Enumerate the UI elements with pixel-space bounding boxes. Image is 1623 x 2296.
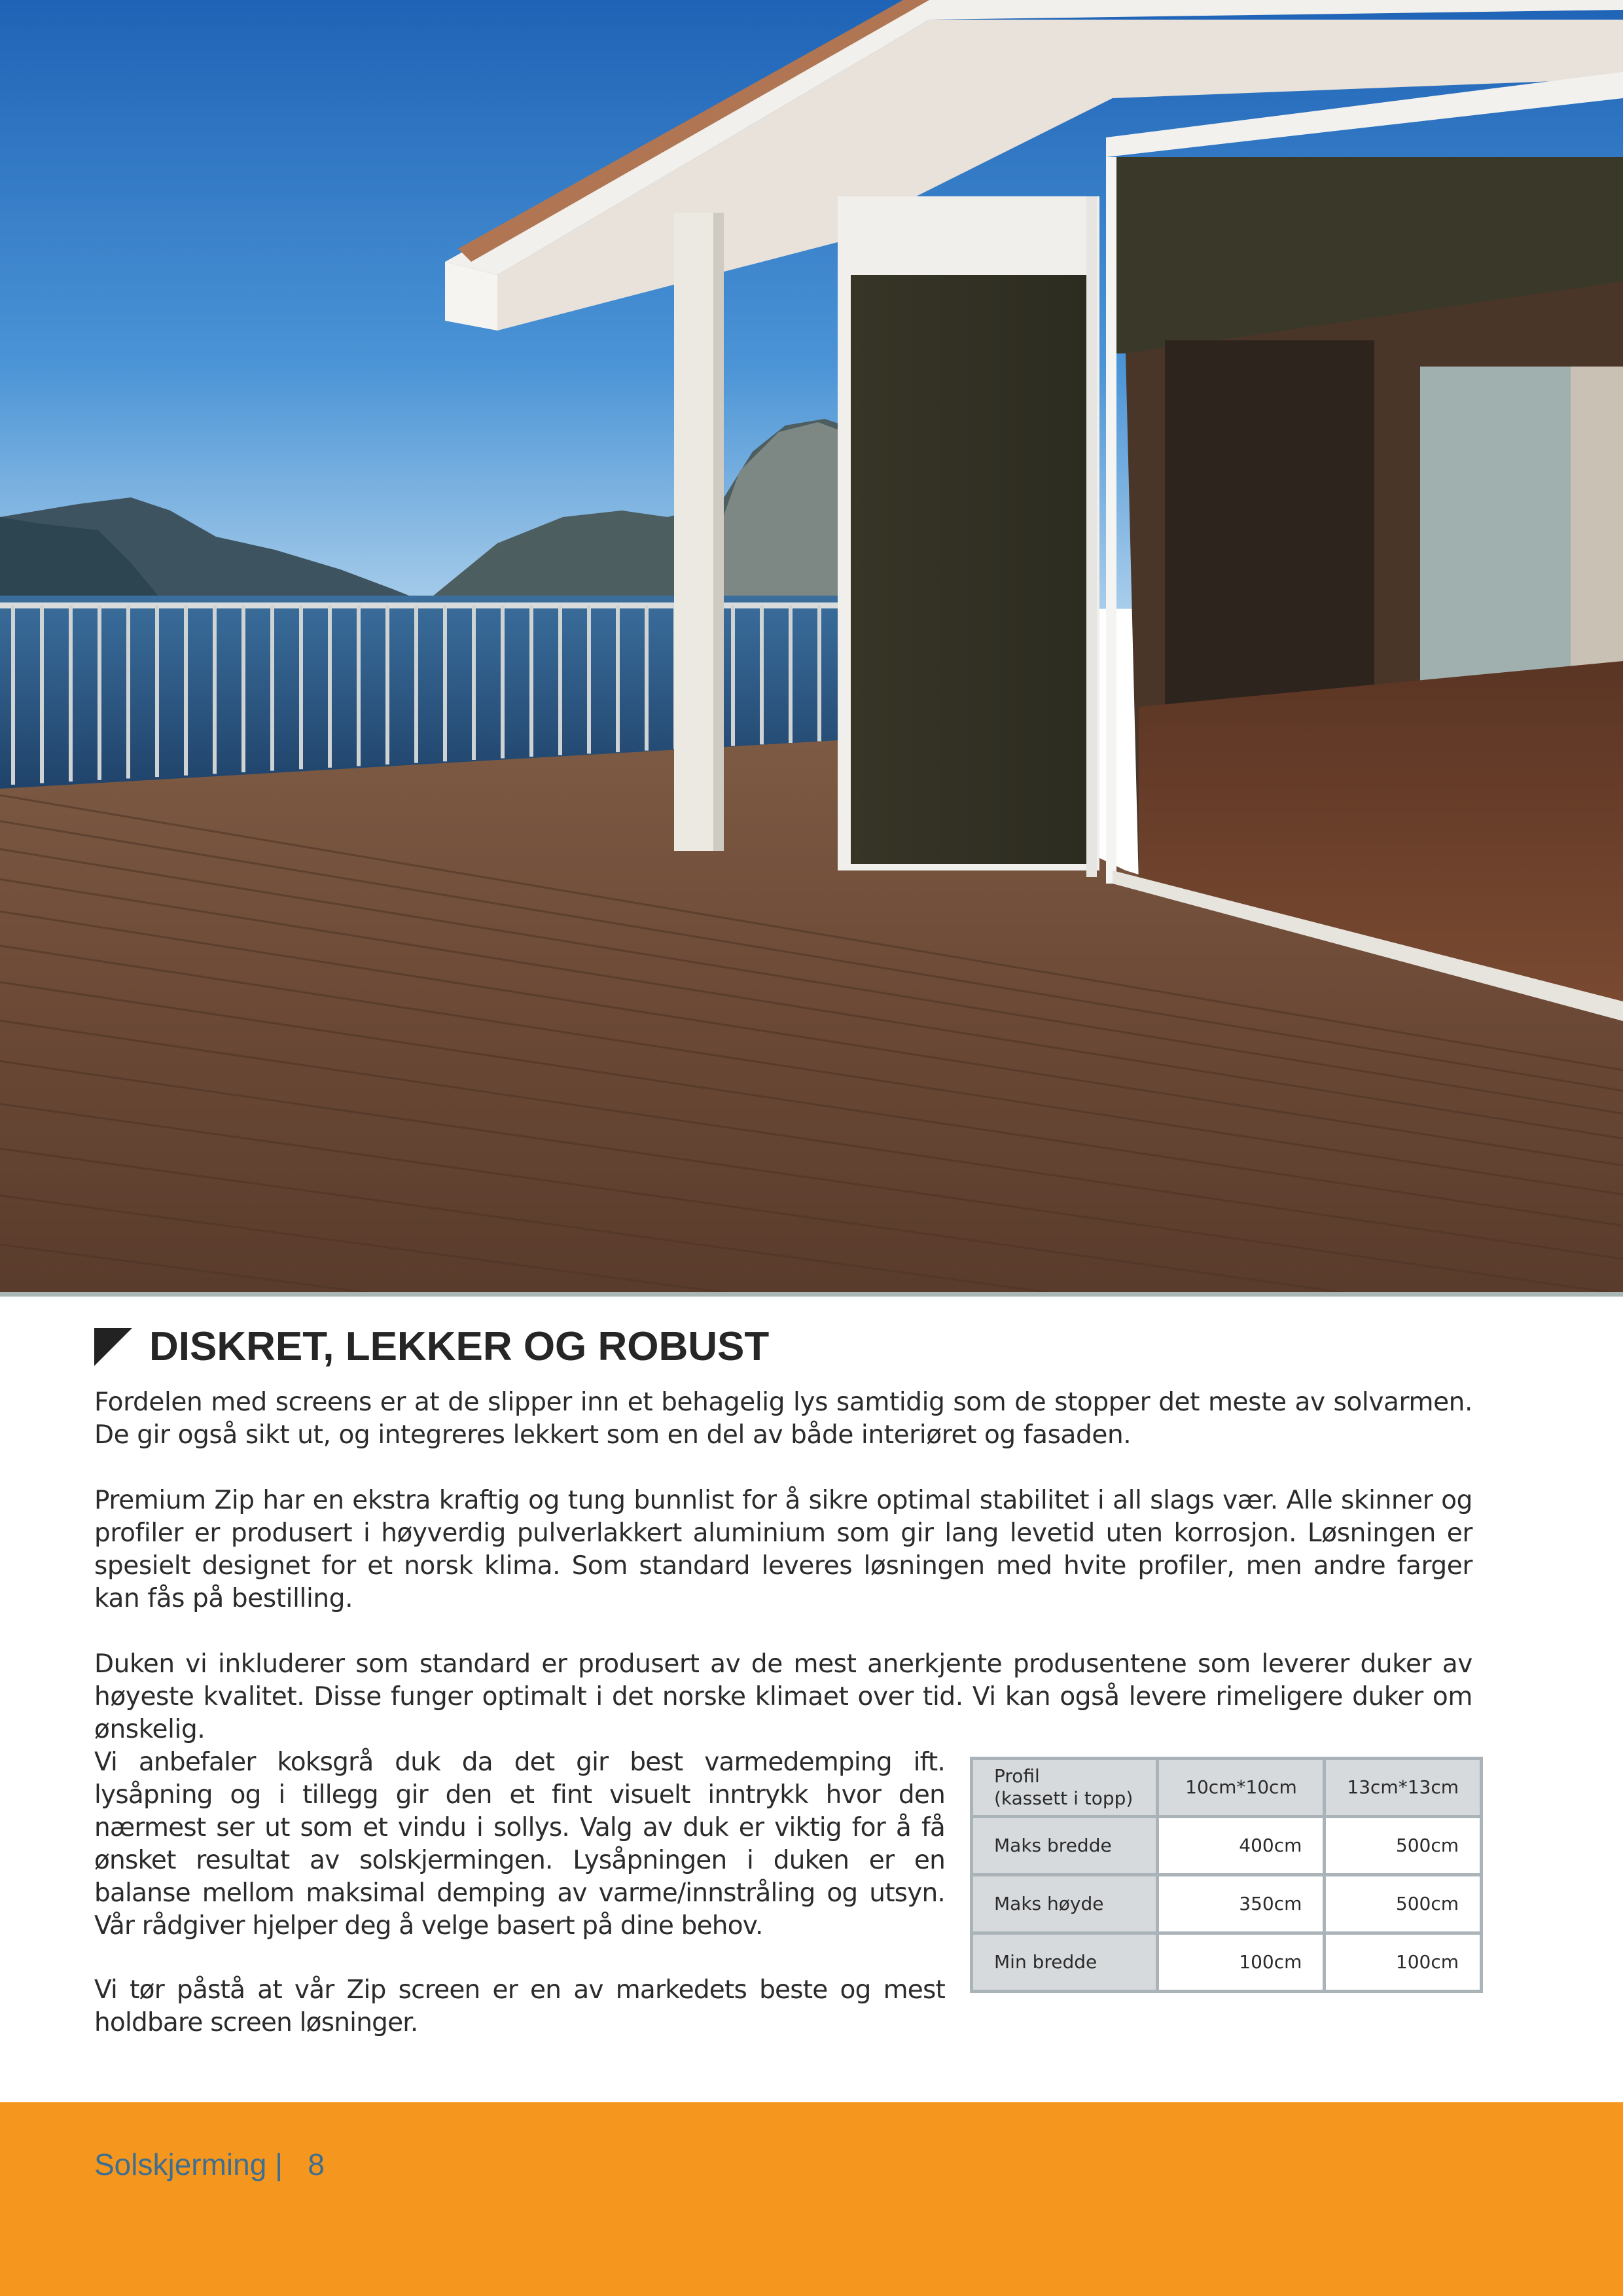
table-cell: 100cm <box>1325 1933 1482 1992</box>
table-row <box>972 1817 1482 1875</box>
paragraph-intro: Fordelen med screens er at de slipper inn et behagelig lys samtidig som de stopper det meste av solvarmen. De gir også sikt ut, og integreres lekkert som en del av både interiøret og fasaden. <box>94 1388 1472 1450</box>
table-row-label: Maks høyde <box>972 1875 1158 1933</box>
paragraph-claim: Vi tør påstå at vår Zip screen er en av markedets beste og mest holdbare screen løsninger. <box>94 1975 945 2037</box>
table-header-col2: 13cm*13cm <box>1325 1759 1482 1817</box>
section-heading <box>94 1319 769 1374</box>
footer-separator: | <box>275 2147 283 2181</box>
table-cell: 100cm <box>1158 1933 1325 1992</box>
hero-divider <box>0 1292 1623 1297</box>
footer-label <box>94 2147 325 2182</box>
table-cell: 400cm <box>1158 1817 1325 1875</box>
table-header-row <box>972 1759 1482 1817</box>
table-row <box>972 1875 1482 1933</box>
page-footer <box>0 2102 1623 2296</box>
section-heading-text: DISKRET, LEKKER OG ROBUST <box>149 1324 770 1369</box>
table-row-label: Min bredde <box>972 1933 1158 1992</box>
paragraph-fabric: Duken vi inkluderer som standard er produsert av de mest anerkjente produsentene som leverer duker av høyeste kvalitet. Disse funger optimalt i det norske klimaet over tid. Vi kan også levere rimeligere duker om ønskelig. <box>94 1649 1472 1744</box>
header-label-line2: (kassett i topp) <box>994 1787 1133 1809</box>
paragraph-premium-zip: Premium Zip har en ekstra kraftig og tung bunnlist for å sikre optimal stabilitet i all slags vær. Alle skinner og profiler er produsert i høyverdig pulverlakkert aluminium som gir lang levetid uten korrosjon. Løsningen er spesielt designet for et norsk klima. Som standard leveres løsningen med hvite profiler, men andre farger kan fås på bestilling. <box>94 1486 1472 1613</box>
header-label-line1: Profil <box>994 1765 1040 1787</box>
footer-section: Solskjerming <box>94 2147 267 2181</box>
table-cell: 500cm <box>1325 1875 1482 1933</box>
spec-table <box>970 1757 1483 1993</box>
table-cell: 350cm <box>1158 1875 1325 1933</box>
paragraph-recommendation: Vi anbefaler koksgrå duk da det gir best varmedemping ift. lysåpning og i tillegg gir den et fint visuelt inntrykk hvor den nærmest ser ut som et vindu i sollys. Valg av duk er viktig for å få ønsket resultat av solskjermingen. Lysåpningen i duken er en balanse mellom maksimal demping av varme/innstråling og utsyn. Vår rådgiver hjelper deg å velge basert på dine behov. <box>94 1748 945 1941</box>
table-header-label <box>972 1759 1158 1817</box>
table-row <box>972 1933 1482 1992</box>
table-cell: 500cm <box>1325 1817 1482 1875</box>
table-header-col1: 10cm*10cm <box>1158 1759 1325 1817</box>
page-number: 8 <box>308 2147 325 2181</box>
table-row-label: Maks bredde <box>972 1817 1158 1875</box>
triangle-marker-icon <box>94 1328 132 1366</box>
